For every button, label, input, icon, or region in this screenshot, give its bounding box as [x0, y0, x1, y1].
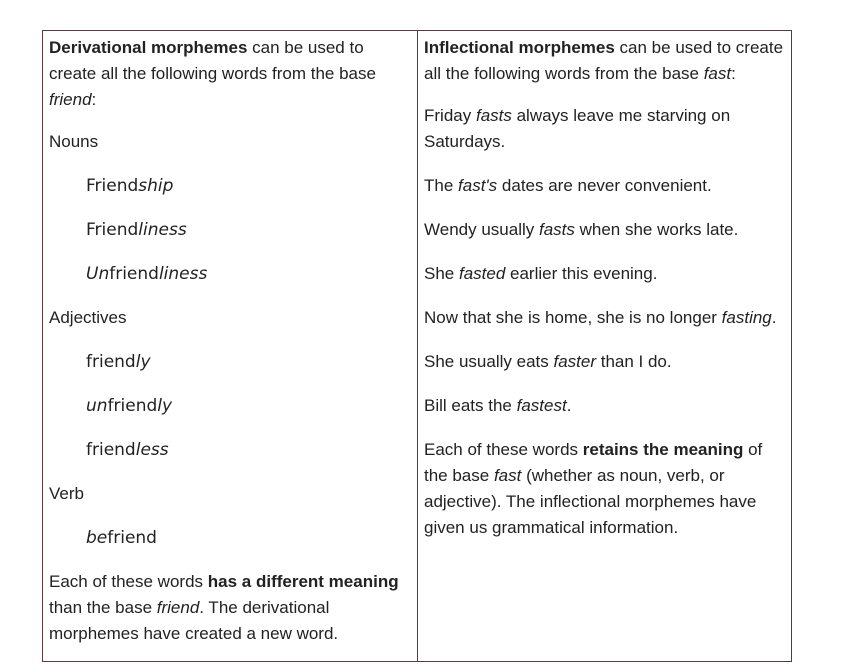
word-prefix: be [86, 528, 108, 548]
sentence-text: She usually eats [424, 352, 554, 371]
example-sentence [424, 305, 785, 331]
verb-heading: Verb [49, 484, 84, 503]
word-root: friend [109, 264, 159, 284]
sentence-text: when she works late. [574, 220, 739, 239]
inflected-word: fasted [458, 264, 506, 283]
inflected-word: faster [553, 352, 596, 371]
sentence-text: earlier this evening. [505, 264, 658, 283]
base-word: friend [156, 598, 200, 617]
summary-text: than the base [49, 598, 157, 617]
example-sentence [424, 349, 785, 375]
base-word: friend [49, 90, 92, 109]
adjective-item [86, 349, 411, 375]
word-root: friend [86, 352, 136, 372]
sentence-text: . [566, 396, 572, 415]
word-suffix: ly [157, 396, 173, 416]
summary-text: . The derivational morphemes have created a new word. [49, 598, 339, 643]
sentence-text: She [424, 264, 459, 283]
inflectional-term: Inflectional morphemes [424, 38, 615, 57]
example-sentence [424, 173, 785, 199]
inflected-word: fasts [538, 220, 575, 239]
intro-colon: : [731, 64, 736, 83]
adjective-item [86, 393, 411, 419]
base-word: fast [703, 64, 732, 83]
base-word: fast [493, 466, 522, 485]
word-root: Friend [86, 220, 139, 240]
example-sentence [424, 217, 785, 243]
word-suffix: less [135, 440, 169, 460]
sentence-text: dates are never convenient. [497, 176, 712, 195]
word-prefix: Un [86, 264, 110, 284]
example-sentence [424, 393, 785, 419]
example-sentence [424, 103, 785, 155]
noun-item [86, 261, 411, 287]
word-suffix: liness [158, 264, 208, 284]
summary-text: (whether as noun, verb, or adjective). The inflectional morphemes have given us grammatical information. [424, 466, 757, 537]
intro-text: can be used to create all the following words from the base [49, 38, 376, 83]
summary-text: Each of these words [424, 440, 583, 459]
derivational-term: Derivational morphemes [49, 38, 248, 57]
inflected-word: fasts [475, 106, 512, 125]
sentence-text: always leave me starving on Saturdays. [424, 106, 731, 151]
inflected-word: fast's [458, 176, 498, 195]
adjective-item [86, 437, 411, 463]
word-suffix: ly [135, 352, 151, 372]
sentence-text: than I do. [596, 352, 672, 371]
example-sentence [424, 261, 785, 287]
inflectional-column [418, 31, 791, 661]
intro-text: can be used to create all the following words from the base [424, 38, 784, 83]
sentence-text: Wendy usually [424, 220, 539, 239]
sentence-text: Now that she is home, she is no longer [424, 308, 722, 327]
noun-item [86, 173, 411, 199]
summary-emphasis: has a different meaning [207, 572, 399, 591]
intro-colon: : [91, 90, 97, 109]
inflected-word: fasting [721, 308, 772, 327]
adjectives-heading: Adjectives [49, 308, 127, 327]
word-root: friend [107, 528, 157, 548]
derivational-summary [49, 569, 411, 647]
derivational-intro [49, 35, 411, 113]
morpheme-comparison-table [42, 30, 792, 662]
inflectional-summary [424, 437, 785, 541]
word-suffix: liness [138, 220, 187, 240]
sentence-text: Friday [424, 106, 476, 125]
summary-text: Each of these words [49, 572, 208, 591]
inflected-word: fastest [516, 396, 567, 415]
verb-item [86, 525, 411, 551]
inflectional-intro [424, 35, 785, 87]
word-root: Friend [86, 176, 139, 196]
sentence-text: The [424, 176, 459, 195]
word-root: friend [86, 440, 136, 460]
word-root: friend [107, 396, 158, 416]
sentence-text: . [771, 308, 777, 327]
word-prefix: un [86, 396, 108, 416]
derivational-column [43, 31, 418, 661]
nouns-heading: Nouns [49, 132, 99, 151]
noun-item [86, 217, 411, 243]
sentence-text: Bill eats the [424, 396, 517, 415]
word-suffix: ship [138, 176, 174, 196]
summary-text: of the base [424, 440, 763, 485]
summary-emphasis: retains the meaning [582, 440, 744, 459]
